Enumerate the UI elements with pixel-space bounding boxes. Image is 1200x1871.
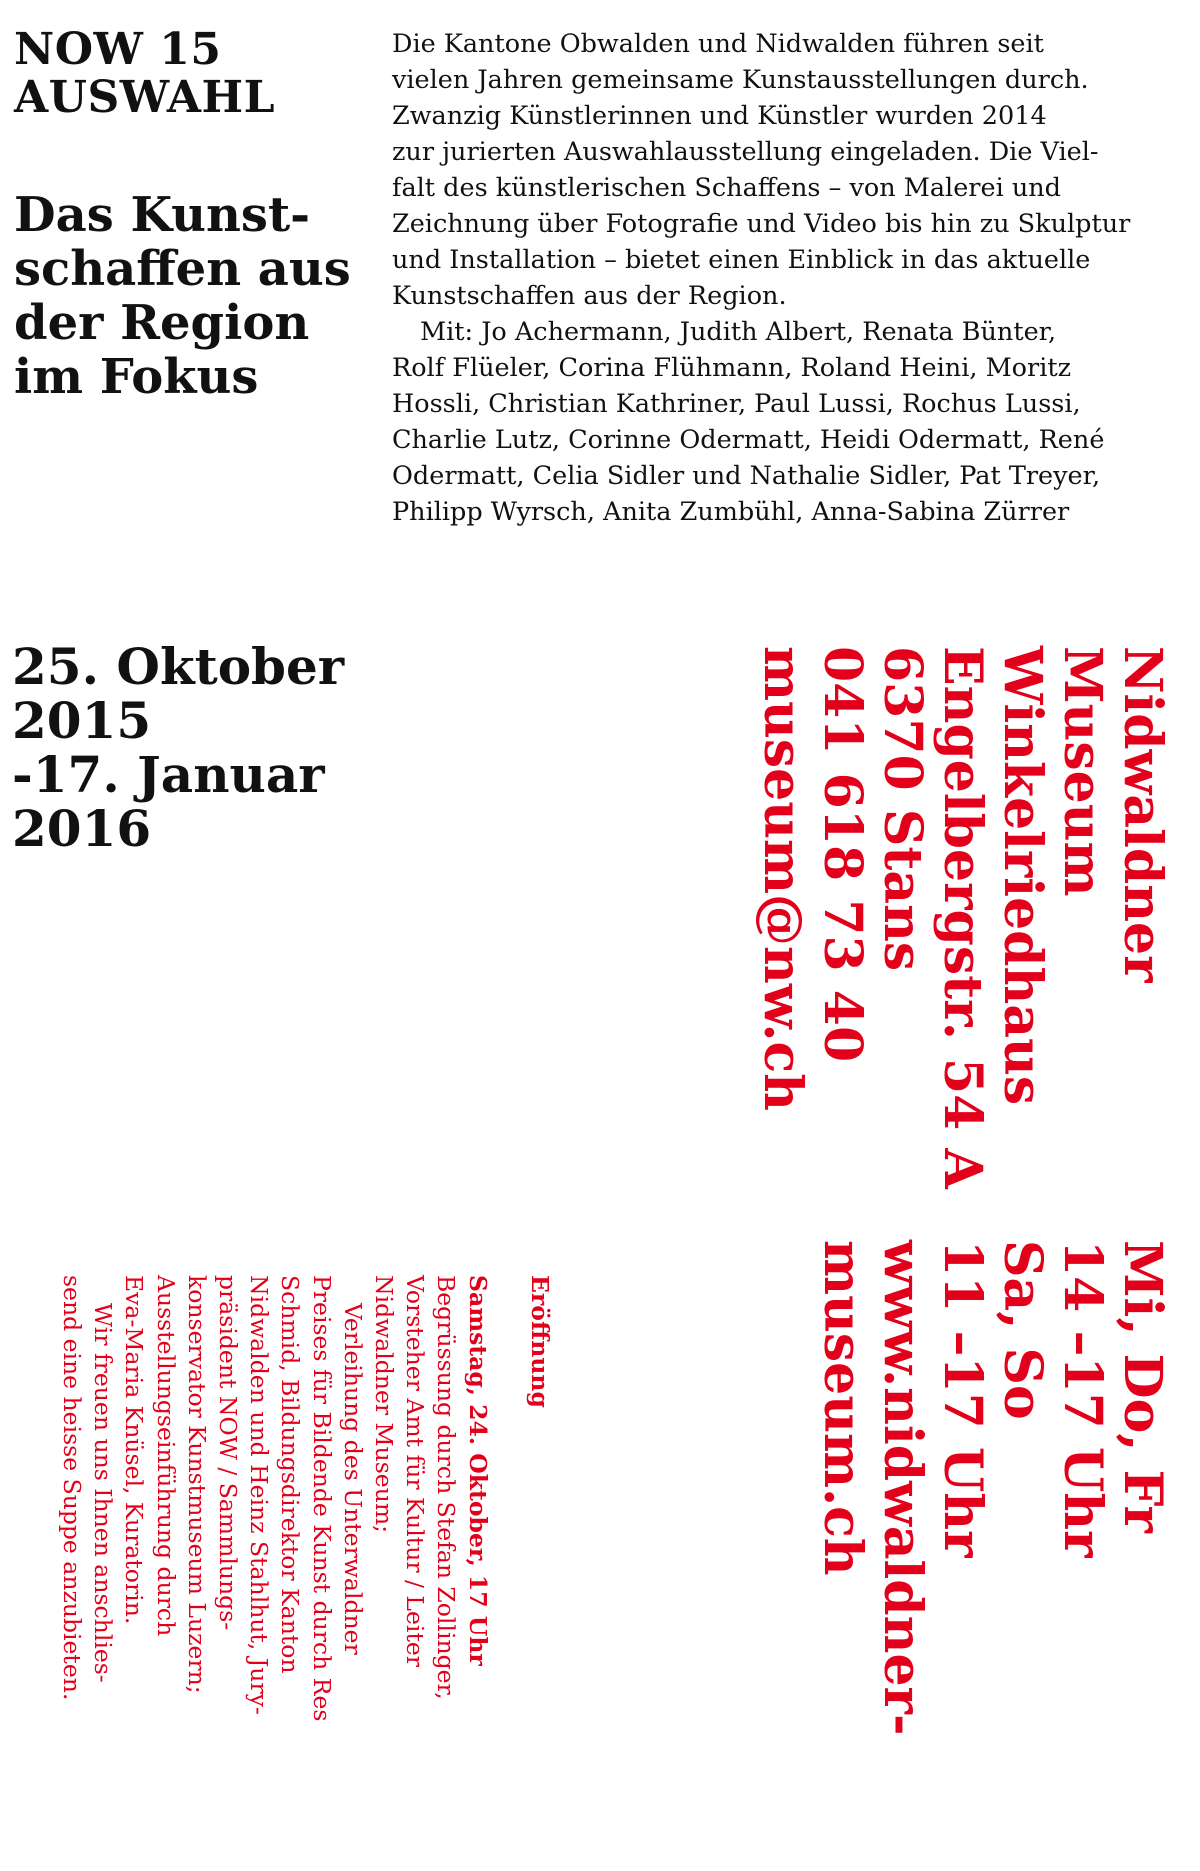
intro-line: vielen Jahren gemeinsame Kunstausstellungen durch. — [392, 65, 1089, 95]
spacer — [493, 1275, 524, 1721]
hours-line: Mi, Do, Fr — [1112, 1240, 1173, 1533]
subtitle-line: der Region — [14, 295, 310, 351]
artists-line: Odermatt, Celia Sidler und Nathalie Sidler, Pat Treyer, — [392, 461, 1101, 491]
opening-date: Samstag, 24. Oktober, 17 Uhr — [463, 1275, 492, 1666]
subtitle-line: Das Kunst- — [14, 187, 311, 243]
date-line: -17. Januar — [12, 745, 325, 804]
artists-paragraph — [392, 314, 1192, 530]
contact-name: Nidwaldner — [1112, 646, 1173, 983]
contact-email: museum@nw.ch — [752, 646, 813, 1111]
contact-city: 6370 Stans — [872, 646, 933, 972]
artists-line: Philipp Wyrsch, Anita Zumbühl, Anna-Sabina Zürrer — [392, 497, 1070, 527]
intro-line: falt des künstlerischen Schaffens – von Malerei und — [392, 173, 1062, 203]
artists-line: Hossli, Christian Kathriner, Paul Lussi, Rochus Lussi, — [392, 389, 1081, 419]
artists-line: Rolf Flüeler, Corina Flühmann, Roland Heini, Moritz — [392, 353, 1072, 383]
title-line: NOW 15 — [14, 24, 222, 75]
intro-line: Die Kantone Obwalden und Nidwalden führen seit — [392, 29, 1044, 59]
artists-line: Mit: Jo Achermann, Judith Albert, Renata Bünter, — [420, 317, 1057, 347]
hours-line: 11 –17 Uhr — [932, 1240, 993, 1558]
opening-heading: Eröffnung — [526, 1275, 554, 1408]
exhibition-title — [14, 26, 374, 122]
closing-line: send eine heisse Suppe anzubieten. — [57, 1275, 86, 1701]
subtitle-line: im Fokus — [14, 349, 259, 405]
opening-event — [56, 1275, 555, 1721]
title-line: AUSWAHL — [14, 72, 276, 123]
closing-line: Wir freuen uns Ihnen anschlies- — [89, 1303, 118, 1683]
contact-building: Winkelriedhaus — [992, 646, 1053, 1106]
contact-name: Museum — [1052, 646, 1113, 897]
intro-line: und Installation – bietet einen Einblick in das aktuelle — [392, 245, 1091, 275]
opening-line: Nidwaldner Museum; — [369, 1275, 398, 1534]
website-line: www.nidwaldner- — [872, 1240, 933, 1736]
hours-line: 14 –17 Uhr — [1052, 1240, 1113, 1558]
date-line: 2015 — [12, 691, 152, 750]
artists-line: Charlie Lutz, Corinne Odermatt, Heidi Odermatt, René — [392, 425, 1105, 455]
award-line: Eva-Maria Knüsel, Kuratorin. — [120, 1275, 149, 1625]
award-line: Schmid, Bildungsdirektor Kanton — [276, 1275, 305, 1674]
hours-line: Sa, So — [992, 1240, 1053, 1420]
award-line: präsident NOW / Sammlungs- — [213, 1275, 242, 1631]
opening-line: Begrüssung durch Stefan Zollinger, — [432, 1275, 461, 1700]
subtitle-line: schaffen aus — [14, 241, 351, 297]
award-line: Verleihung des Unterwaldner — [338, 1303, 367, 1655]
exhibition-subtitle — [14, 188, 384, 404]
website-line: museum.ch — [812, 1240, 873, 1576]
date-line: 25. Oktober — [12, 637, 345, 696]
opening-line: Vorsteher Amt für Kultur / Leiter — [401, 1275, 430, 1668]
award-line: Nidwalden und Heinz Stahlhut, Jury- — [245, 1275, 274, 1715]
museum-contact — [752, 646, 1172, 1189]
award-line: konservator Kunstmuseum Luzern; — [182, 1275, 211, 1694]
intro-line: zur jurierten Auswahlausstellung eingeladen. Die Viel- — [392, 137, 1099, 167]
award-line: Ausstellungseinführung durch — [151, 1275, 180, 1637]
opening-hours — [812, 1240, 1172, 1736]
date-line: 2016 — [12, 799, 152, 858]
intro-line: Zeichnung über Fotografie und Video bis hin zu Skulptur — [392, 209, 1131, 239]
intro-line: Kunstschaffen aus der Region. — [392, 281, 787, 311]
intro-paragraph — [392, 26, 1192, 314]
contact-street: Engelbergstr. 54 A — [932, 646, 993, 1189]
intro-text — [392, 26, 1192, 530]
intro-line: Zwanzig Künstlerinnen und Künstler wurden 2014 — [392, 101, 1047, 131]
award-line: Preises für Bildende Kunst durch Res — [307, 1275, 336, 1722]
contact-phone: 041 618 73 40 — [812, 646, 873, 1063]
exhibition-dates — [12, 637, 392, 858]
